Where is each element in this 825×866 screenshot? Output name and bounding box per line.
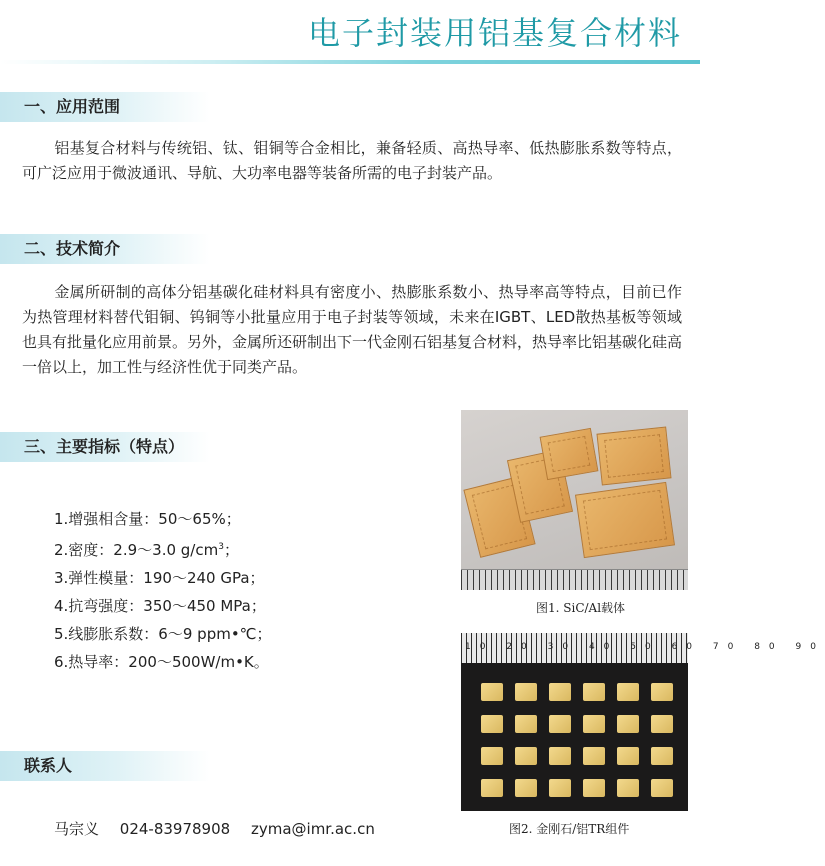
ruler xyxy=(461,569,688,590)
section-heading: 一、应用范围 xyxy=(24,97,121,116)
tr-chip xyxy=(583,715,605,733)
tr-chip xyxy=(617,715,639,733)
section-heading: 二、技术简介 xyxy=(24,239,121,258)
tr-chip xyxy=(515,715,537,733)
tr-chip xyxy=(481,779,503,797)
page-title: 电子封装用铝基复合材料 xyxy=(307,14,682,52)
tr-chip xyxy=(617,747,639,765)
tr-chip xyxy=(583,683,605,701)
spec-list xyxy=(54,505,354,676)
tr-chip xyxy=(549,715,571,733)
tr-chip xyxy=(651,715,673,733)
tr-chip xyxy=(549,683,571,701)
sic-plate xyxy=(596,426,671,485)
contact-line xyxy=(54,818,391,839)
tr-chip xyxy=(515,779,537,797)
ruler xyxy=(461,633,825,663)
tr-chip xyxy=(651,779,673,797)
tech-text: 金属所研制的高体分铝基碳化硅材料具有密度小、热膨胀系数小、热导率高等特点，目前已作为热管理材料替代钼铜、钨铜等小批量应用于电子封装等领域，未来在IGBT、LED散热基板等领域也具有批量化应用前景。另外，金属所还研制出下一代金刚石铝基复合材料，热导率比铝基碳化硅高一倍以上，加工性与经济性优于同类产品。 xyxy=(22,283,683,376)
contact-name: 马宗义 xyxy=(54,820,100,838)
section-header-specs xyxy=(0,432,210,462)
tr-chip xyxy=(583,779,605,797)
title-rule xyxy=(0,60,700,64)
contact-email: zyma@imr.ac.cn xyxy=(250,820,375,838)
spec-density-exponent: 3 xyxy=(218,542,224,552)
application-paragraph xyxy=(22,136,682,186)
tr-chip xyxy=(617,683,639,701)
spec-item xyxy=(54,533,354,564)
tr-chip xyxy=(481,683,503,701)
spec-item: 4.抗弯强度：350～450 MPa； xyxy=(54,597,266,615)
tr-chip xyxy=(549,747,571,765)
section-heading: 联系人 xyxy=(24,756,73,775)
tr-chip xyxy=(583,747,605,765)
spec-item: 6.热导率：200～500W/m•K。 xyxy=(54,653,269,671)
sic-plate xyxy=(540,428,599,480)
tr-chip xyxy=(651,747,673,765)
contact-phone: 024-83978908 xyxy=(119,820,231,838)
spec-density-tail: ； xyxy=(223,541,239,559)
sic-plate xyxy=(575,482,675,558)
spec-item: 5.线膨胀系数：6～9 ppm•℃； xyxy=(54,625,272,643)
figure-1-photo xyxy=(461,410,688,590)
tr-chip xyxy=(549,779,571,797)
section-header-contact xyxy=(0,751,210,781)
figure-1-caption: 图1. SiC/Al载体 xyxy=(536,601,626,615)
spec-item: 3.弹性模量：190～240 GPa； xyxy=(54,569,265,587)
application-text: 铝基复合材料与传统铝、钛、钼铜等合金相比，兼备轻质、高热导率、低热膨胀系数等特点，可广泛应用于微波通讯、导航、大功率电器等装备所需的电子封装产品。 xyxy=(22,139,682,182)
tr-chip xyxy=(481,715,503,733)
section-header-tech xyxy=(0,234,210,264)
section-heading: 三、主要指标（特点） xyxy=(24,437,185,456)
tr-chip xyxy=(515,683,537,701)
tr-chip xyxy=(515,747,537,765)
figure-2-caption: 图2. 金刚石/铝TR组件 xyxy=(509,822,630,836)
tech-paragraph xyxy=(22,280,682,380)
tr-chip xyxy=(481,747,503,765)
section-header-application xyxy=(0,92,210,122)
tr-chip xyxy=(617,779,639,797)
ruler-numbers: 10 20 30 40 50 60 70 80 90 xyxy=(465,642,825,652)
figure-2-photo xyxy=(461,633,825,811)
spec-density: 2.密度：2.9～3.0 g/cm xyxy=(54,541,219,559)
tr-chip xyxy=(651,683,673,701)
spec-item: 1.增强相含量：50～65%； xyxy=(54,510,241,528)
